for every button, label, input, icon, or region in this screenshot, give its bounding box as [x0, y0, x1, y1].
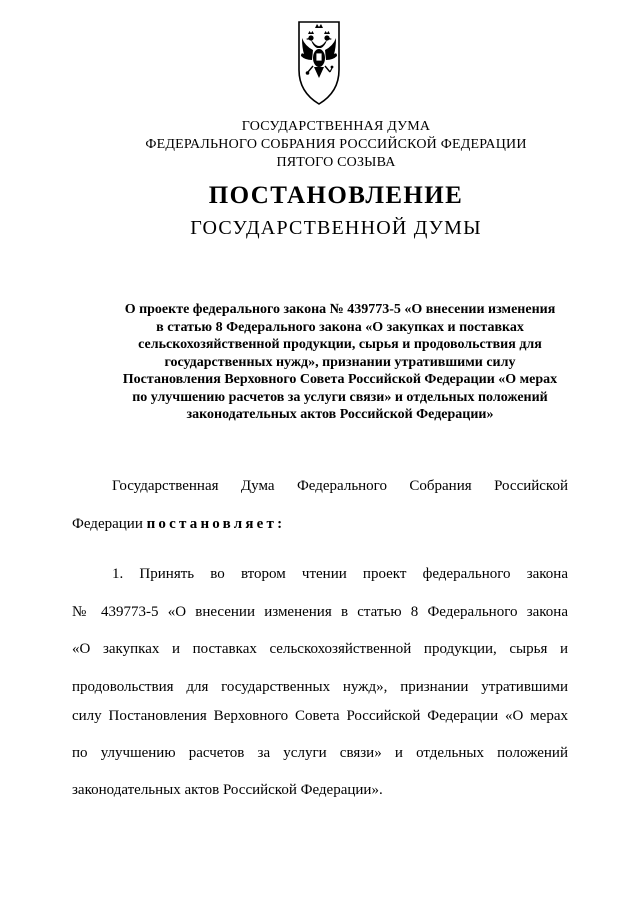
- item-line: 1. Принять во втором чтении проект федерального закона: [112, 566, 568, 582]
- subject-line: сельскохозяйственной продукции, сырья и продовольствия для: [138, 337, 542, 352]
- document-title: ПОСТАНОВЛЕНИЕ: [208, 182, 464, 209]
- subject-line: государственных нужд», признании утратившими силу: [164, 354, 516, 370]
- double-headed-eagle-icon: [295, 12, 343, 108]
- item-line: законодательных актов Российской Федерации».: [72, 782, 383, 798]
- header-line-duma: ГОСУДАРСТВЕННАЯ ДУМА: [241, 119, 431, 134]
- item-line: продовольствия для государственных нужд», признании утратившими: [72, 679, 568, 695]
- intro-text: Федерации: [72, 516, 147, 532]
- item-line: по улучшению расчетов за услуги связи» и отдельных положений: [72, 745, 568, 761]
- subject-line: законодательных актов Российской Федерации»: [186, 407, 494, 422]
- resolution-subject: [70, 301, 610, 424]
- coat-of-arms-emblem: [295, 12, 343, 108]
- subject-line: по улучшению расчетов за услуги связи» и отдельных положений: [132, 389, 548, 405]
- item-line: «О закупках и поставках сельскохозяйственной продукции, сырья и: [72, 641, 568, 657]
- decree-verb: постановляет:: [146, 516, 286, 532]
- subject-line: О проекте федерального закона № 439773-5 «О внесении изменения: [124, 302, 556, 317]
- item-line: № 439773-5 «О внесении изменения в статью 8 Федерального закона: [72, 604, 568, 620]
- intro-paragraph-line: Государственная Дума Федерального Собрания Российской: [112, 478, 568, 494]
- item-line: силу Постановления Верховного Совета Российской Федерации «О мерах: [72, 708, 568, 724]
- intro-paragraph-line: [72, 516, 285, 533]
- subject-line: Постановления Верховного Совета Российской Федерации «О мерах: [122, 372, 558, 387]
- subject-line: в статью 8 Федерального закона «О закупках и поставках: [156, 319, 524, 335]
- header-line-assembly: ФЕДЕРАЛЬНОГО СОБРАНИЯ РОССИЙСКОЙ ФЕДЕРАЦИИ: [145, 137, 527, 152]
- header-line-convocation: ПЯТОГО СОЗЫВА: [276, 155, 396, 170]
- issuer-header: [0, 118, 640, 172]
- document-subtitle: ГОСУДАРСТВЕННОЙ ДУМЫ: [190, 217, 482, 239]
